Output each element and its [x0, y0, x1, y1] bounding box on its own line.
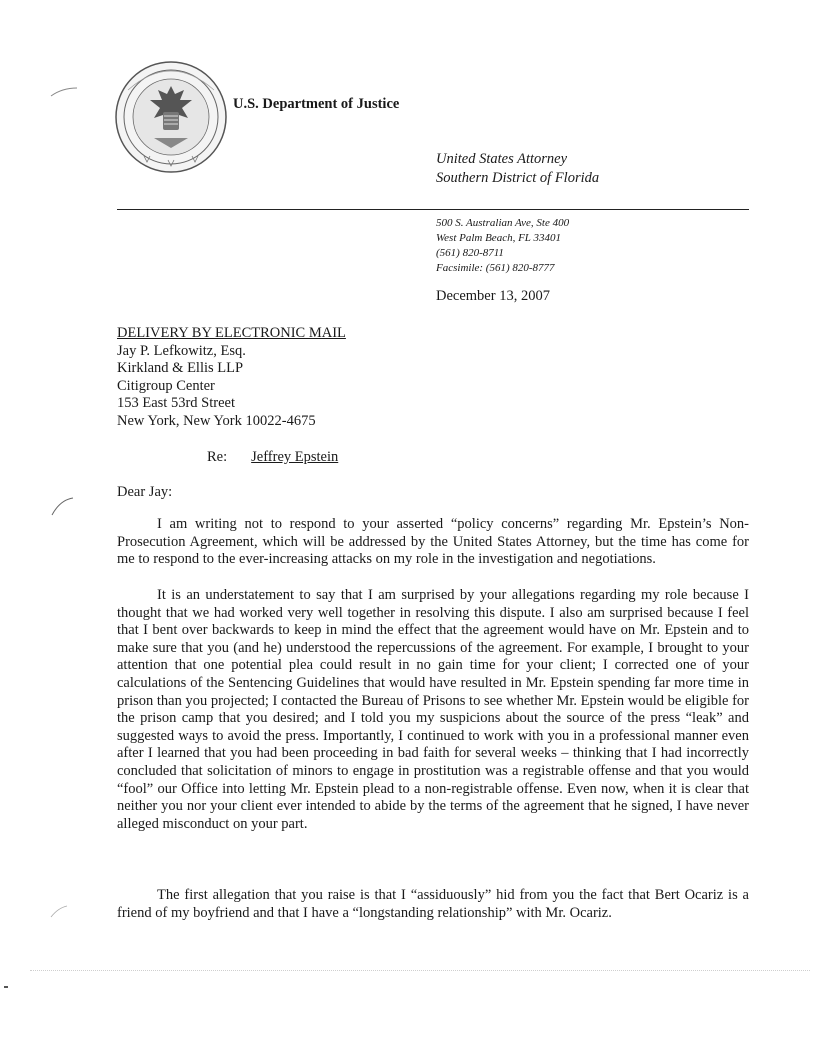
- delivery-method: DELIVERY BY ELECTRONIC MAIL: [117, 325, 346, 341]
- recipient-city: New York, New York 10022-4675: [117, 412, 316, 429]
- letter-date: December 13, 2007: [436, 288, 550, 304]
- salutation: Dear Jay:: [117, 484, 173, 500]
- recipient-street: 153 East 53rd Street: [117, 395, 235, 411]
- agency-name: U.S. Department of Justice: [233, 96, 400, 112]
- re-subject: Jeffrey Epstein: [251, 449, 339, 465]
- letterhead-divider: [117, 209, 749, 210]
- address-city: West Palm Beach, FL 33401: [436, 232, 561, 244]
- re-line: [207, 449, 338, 466]
- margin-mark-2: [50, 496, 74, 516]
- recipient-building: Citigroup Center: [117, 377, 215, 394]
- office-block: [436, 150, 599, 188]
- recipient-block: [117, 325, 346, 430]
- scan-speck: [4, 986, 8, 988]
- office-address: [436, 216, 569, 276]
- office-district: Southern District of Florida: [436, 170, 600, 186]
- scan-artifact-line: [30, 970, 810, 971]
- address-street: 500 S. Australian Ave, Ste 400: [436, 217, 570, 229]
- address-fax: Facsimile: (561) 820-8777: [436, 262, 555, 274]
- paragraph-2: It is an understatement to say that I am surprised by your allegations regarding my role because I thought that we had worked very well together in resolving this dispute. I also am surprised because I feel that I bent over backwards to keep in mind the effect that the agreement would have on Mr. Epstein and to make sure that you (and he) understood the repercussions of the agreement. For example, I brought to your attention that one potential plea could result in no gain time for your client; I corrected one of your calculations of the Sentencing Guidelines that would have resulted in Mr. Epstein spending far more time in prison than you projected; I contacted the Bureau of Prisons to see whether Mr. Epstein would be eligible for the prison camp that you desired; and I told you my suspicions about the source of the press “leak” and suggested ways to avoid the press. Importantly, I continued to work with you in a professional manner even after I learned that you had been proceeding in bad faith for several weeks – thinking that I had incorrectly concluded that solicitation of minors to engage in prostitution was a registrable offense and that you would “fool” our Office into letting Mr. Epstein plead to a non-registrable offense. Even now, when it is clear that neither you nor your client ever intended to abide by the terms of the agreement that he signed, I have never alleged misconduct on your part.: [117, 587, 749, 832]
- re-label: Re:: [207, 449, 228, 465]
- margin-mark-1: [50, 86, 78, 98]
- paragraph-1: I am writing not to respond to your asserted “policy concerns” regarding Mr. Epstein’s Non-Prosecution Agreement, which will be addressed by the United States Attorney, but the time has come for me to respond to the ever-increasing attacks on my role in the investigation and negotiations.: [117, 516, 749, 568]
- margin-mark-3: [50, 904, 68, 918]
- paragraph-3: The first allegation that you raise is that I “assiduously” hid from you the fact that Bert Ocariz is a friend of my boyfriend and that I have a “longstanding relationship” with Mr. Ocariz.: [117, 887, 749, 921]
- recipient-name: Jay P. Lefkowitz, Esq.: [117, 342, 246, 359]
- doj-seal: [114, 60, 228, 174]
- address-phone: (561) 820-8711: [436, 247, 504, 259]
- office-title: United States Attorney: [436, 151, 568, 167]
- recipient-firm: Kirkland & Ellis LLP: [117, 360, 244, 376]
